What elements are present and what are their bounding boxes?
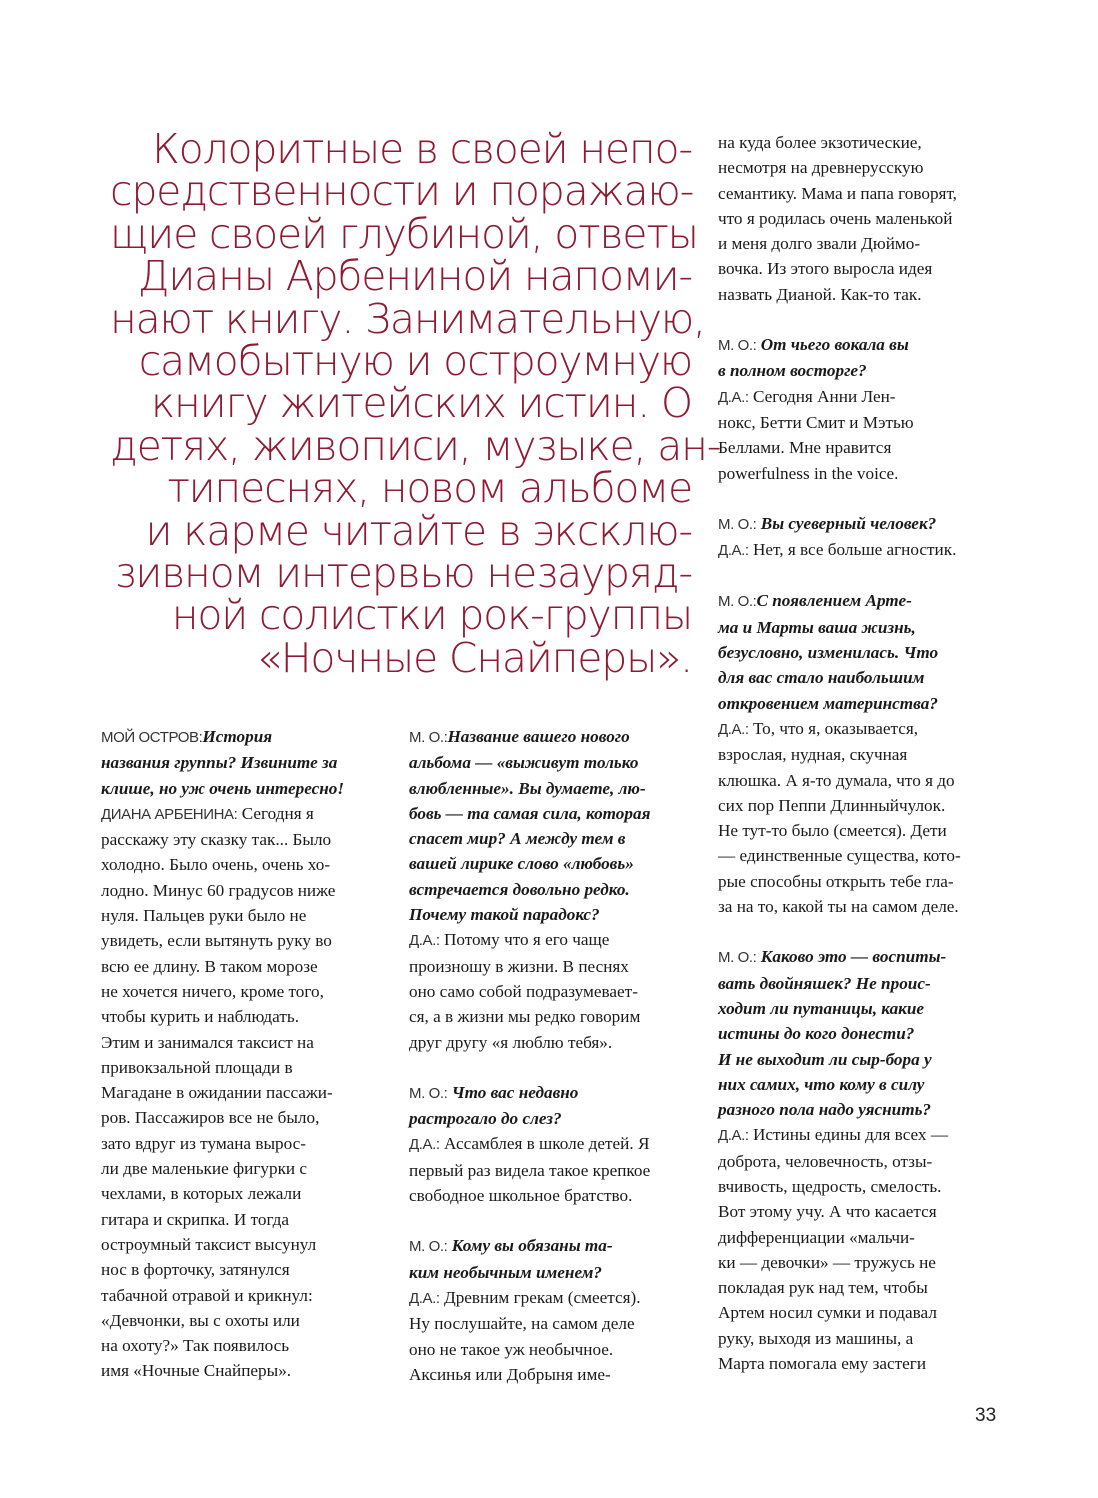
answer-text: Древним грекам (смеется). [439,1287,641,1307]
answer-line [718,537,1008,563]
answer-line: первый раз видела такое крепкое [409,1160,651,1180]
answer-line: увидеть, если вытянуть руку во [101,931,332,951]
answer-line: Беллами. Мне нравится [718,438,892,458]
answer-line: не хочется ничего, кроме того, [101,981,324,1001]
answer-line: руку, выходя из машины, а [718,1328,914,1348]
speaker-label: М. О.: [718,515,757,533]
lead-line: нают книгу. Занимательную, [110,294,705,343]
answer-line: лодно. Минус 60 градусов ниже [101,880,336,900]
answer-line: Ну послушайте, на самом деле [409,1314,635,1334]
answer-line: ся, а в жизни мы редко говорим [409,1007,641,1027]
paragraph-gap [718,307,1008,332]
question-line: в полном восторге? [718,361,867,381]
question-line: вать двойняшек? Не проис- [718,973,931,993]
question-line [718,588,1008,614]
speaker-label: ДИАНА АРБЕНИНА: [101,805,238,823]
answer-line: рые способны открыть тебе гла- [718,871,954,891]
answer-line: зато вдруг из тумана вырос- [101,1133,306,1153]
answer-line: оно не такое уж необычное. [409,1339,614,1359]
answer-line: ли две маленькие фигурки с [101,1159,308,1179]
lead-line: типеснях, новом альбоме [167,464,692,513]
answer-line [409,1285,694,1311]
question-line: для вас стало наибольшим [718,668,925,688]
answer-text: Потому что я его чаще [439,930,610,950]
answer-line: ки — девочки» — тружусь не [718,1252,936,1272]
answer-line: «Девчонки, вы с охоты или [101,1310,300,1330]
answer-line: взрослая, нудная, скучная [718,745,908,765]
answer-line: Артем носил сумки и подавал [718,1303,937,1323]
question-line: названия группы? Извините за [101,753,338,773]
question-line: бовь — та самая сила, которая [409,803,651,823]
answer-line: произношу в жизни. В песнях [409,956,629,976]
answer-line: ров. Пассажиров все не было, [101,1108,320,1128]
speaker-label: М. О.: [409,729,448,746]
answer-line: вочка. Из этого выросла идея [718,259,933,279]
answer-line: доброта, человечность, отзы- [718,1151,933,1171]
question-line: ходит ли путаницы, какие [718,998,925,1018]
answer-line: чехлами, в которых лежали [101,1184,302,1204]
answer-line: всю ее длину. В таком морозе [101,956,318,976]
answer-line: гитара и скрипка. И тогда [101,1209,290,1229]
paragraph-gap [718,919,1008,944]
answer-line: клюшка. А я-то думала, что я до [718,770,955,790]
question-line: вашей лирике слово «любовь» [409,854,634,874]
speaker-label: Д.А.: [409,932,440,950]
speaker-label: М. О.: [718,949,757,967]
question-line: них самих, что кому в силу [718,1074,925,1094]
answer-line: имя «Ночные Снайперы». [101,1361,292,1381]
answer-line: на охоту?» Так появилось [101,1336,290,1356]
question-line: растрогало до слез? [409,1109,562,1129]
answer-line: Этим и занимался таксист на [101,1032,314,1052]
question-line: альбома — «выживут только [409,753,639,773]
question-line: И не выходит ли сыр-бора у [718,1049,932,1069]
lead-line: книгу житейских истин. О [150,379,692,428]
answer-line: Магадане в ожидании пассажи- [101,1083,333,1103]
question-line: откровением материнства? [718,693,938,713]
interview-column-1 [101,724,386,1384]
question-line: разного пола надо уяснить? [718,1100,932,1120]
answer-line: остроумный таксист высунул [101,1234,317,1254]
answer-line: табачной отравой и крикнул: [101,1285,313,1305]
question-line: влюбленные». Вы думаете, лю- [409,778,646,798]
question-text: От чьего вокала вы [756,335,909,355]
question-text: Кому вы обязаны та- [447,1236,613,1256]
question-line: встречается довольно редко. [409,879,630,899]
question-line [718,944,1008,970]
answer-text: Истины едины для всех — [748,1125,949,1145]
speaker-label: Д.А.: [718,542,749,560]
answer-text: Ассамблея в школе детей. Я [439,1134,650,1154]
answer-line: Не тут-то было (смеется). Дети [718,821,947,841]
question-line [718,511,1008,537]
speaker-label: Д.А.: [718,388,749,406]
paragraph-gap [409,1208,694,1233]
interview-column-3 [718,130,1008,1376]
lead-line: Дианы Арбениной напоми- [137,252,692,301]
answer-line: нуля. Пальцев руки было не [101,906,307,926]
question-line [101,724,386,750]
lead-line: самобытную и остроумную [138,337,692,386]
lead-line: щие своей глубиной, ответы [110,209,698,258]
answer-line: несмотря на древнерусскую [718,158,924,178]
question-line: спасет мир? А между тем в [409,829,626,849]
answer-line [101,801,386,827]
speaker-label: М. О.: [718,337,757,355]
answer-line [718,384,1008,410]
speaker-label: МОЙ ОСТРОВ: [101,729,203,746]
answer-line: назвать Дианой. Как-то так. [718,284,922,304]
question-line: ма и Марты ваша жизнь, [718,617,916,637]
question-text: Каково это — воспиты- [756,947,947,967]
answer-line: Аксинья или Добрыня име- [409,1364,611,1384]
lead-paragraph [110,125,721,682]
paragraph-gap [718,486,1008,511]
answer-line [409,1131,694,1157]
question-line: Почему такой парадокс? [409,905,600,925]
answer-line [718,716,1008,742]
question-text: Название вашего нового [447,727,630,746]
question-text: Что вас недавно [447,1082,579,1102]
question-text: История [202,727,273,746]
speaker-label: Д.А.: [718,720,749,738]
answer-text: Сегодня я [237,803,314,823]
speaker-label: Д.А.: [409,1136,440,1154]
speaker-label: М. О.: [718,593,757,611]
lead-line: детях, живописи, музыке, ан- [110,421,721,470]
question-line [409,1080,694,1106]
answer-line: покладая рук над тем, чтобы [718,1278,928,1298]
lead-line: средственности и поражаю- [110,167,694,216]
speaker-label: Д.А.: [718,1127,749,1145]
answer-line: чтобы курить и наблюдать. [101,1007,300,1027]
answer-line: за на то, какой ты на самом деле. [718,897,959,917]
answer-line: что я родилась очень маленькой [718,208,953,228]
question-line: ким необычным именем? [409,1262,603,1282]
lead-line: зивном интервью незауряд- [114,549,692,598]
answer-line: дифференциации «мальчи- [718,1227,915,1247]
answer-line: и меня долго звали Дюймо- [718,234,921,254]
answer-line: нокс, Бетти Смит и Мэтью [718,412,914,432]
paragraph-gap [718,563,1008,588]
question-text: Вы суеверный человек? [756,513,937,533]
question-line [409,724,694,750]
answer-text: Нет, я все больше агностик. [748,540,957,560]
speaker-label: Д.А.: [409,1289,440,1307]
page-number: 33 [975,1405,997,1426]
question-text: С появлением Арте- [756,591,912,611]
answer-line: сих пор Пеппи Длинныйчулок. [718,795,946,815]
question-line [409,1233,694,1259]
paragraph-gap [409,1055,694,1080]
answer-line: расскажу эту сказку так... Было [101,830,332,850]
question-line [718,332,1008,358]
lead-line: «Ночные Снайперы». [256,633,692,682]
lead-line: и карме читайте в эксклю- [145,506,692,555]
answer-line: нос в форточку, затянулся [101,1260,290,1280]
question-line: безусловно, изменилась. Что [718,643,939,663]
answer-line: — единственные существа, кото- [718,846,961,866]
answer-line [718,1122,1008,1148]
speaker-label: М. О.: [409,1084,448,1102]
answer-line: свободное школьное братство. [409,1186,633,1206]
answer-line: Марта помогала ему застеги [718,1354,927,1374]
answer-line [409,927,694,953]
answer-line: семантику. Мама и папа говорят, [718,183,957,203]
question-line: истины до кого донести? [718,1024,915,1044]
answer-line: вчивость, щедрость, смелость. [718,1176,942,1196]
answer-line: Вот этому учу. А что касается [718,1202,937,1222]
answer-text: Сегодня Анни Лен- [748,386,896,406]
lead-line: ной солистки рок-группы [171,591,692,640]
answer-line: друг другу «я люблю тебя». [409,1032,613,1052]
answer-line: на куда более экзотические, [718,133,922,152]
lead-line: Колоритные в своей непо- [152,125,692,173]
answer-line: холодно. Было очень, очень хо- [101,855,331,875]
question-line: клише, но уж очень интересно! [101,778,345,798]
interview-column-2 [409,724,694,1387]
answer-line: оно само собой подразумевает- [409,981,638,1001]
answer-text: То, что я, оказывается, [748,718,919,738]
answer-line: привокзальной площади в [101,1057,293,1077]
answer-line: powerfulness in the voice. [718,463,899,483]
speaker-label: М. О.: [409,1238,448,1256]
